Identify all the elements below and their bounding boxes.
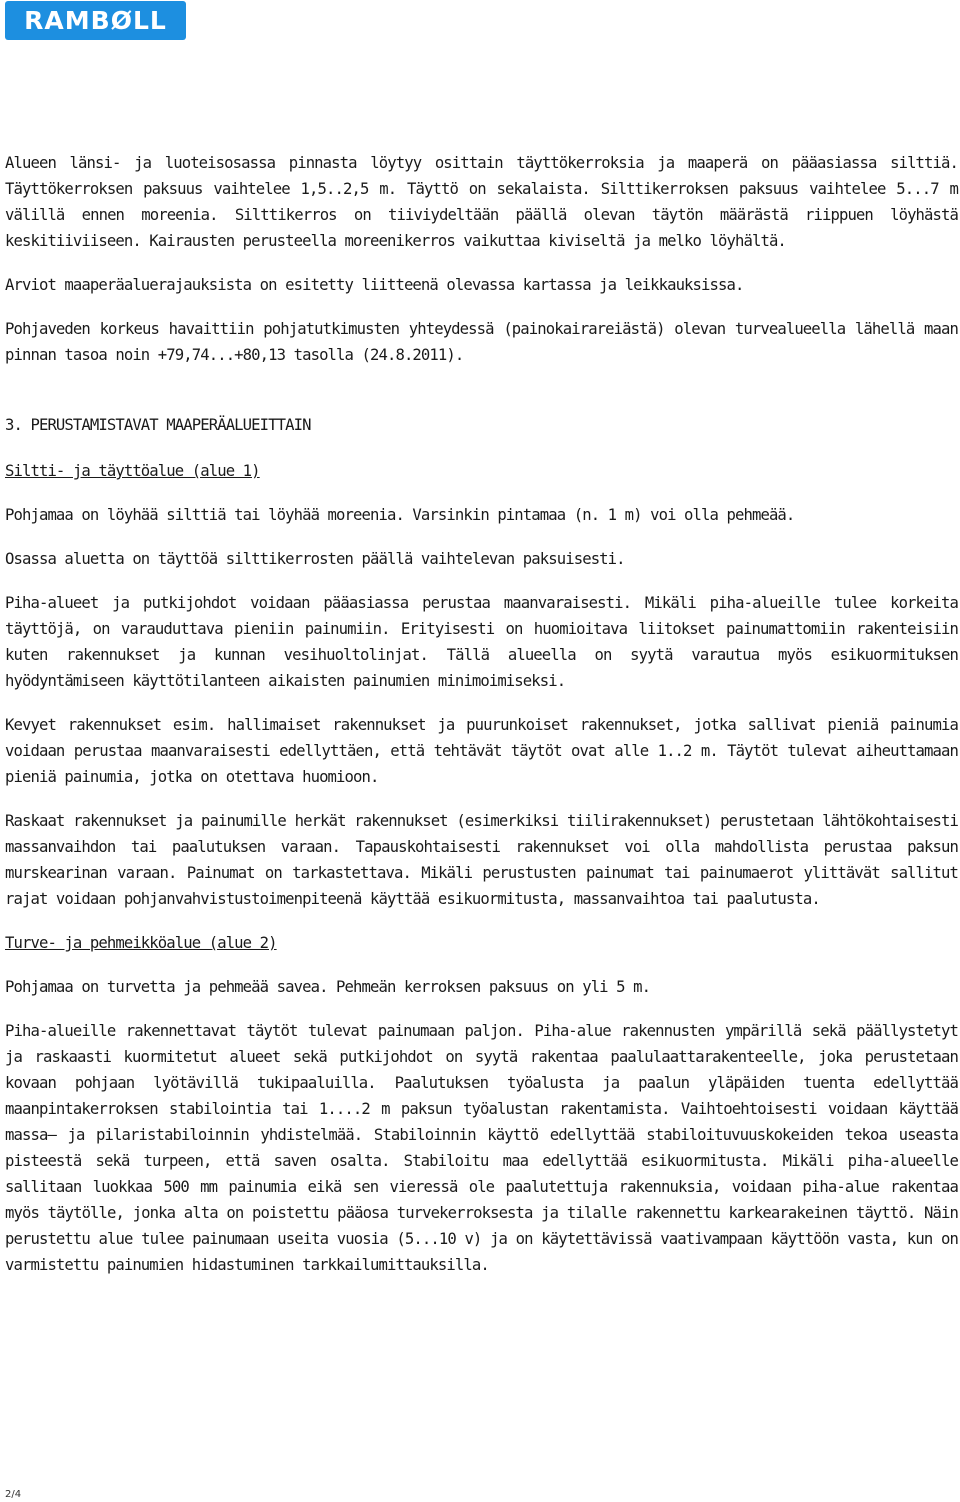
paragraph-groundwater: Pohjaveden korkeus havaittiin pohjatutkimusten yhteydessä (painokairareiästä) olevan turvealueella lähellä maan pinnan tasoa noin +79,74...+80,13 tasolla (24.8.2011). <box>5 320 958 364</box>
section-heading: 3. PERUSTAMISTAVAT MAAPERÄALUEITTAIN <box>5 416 311 434</box>
area1-paragraph: Osassa aluetta on täyttöä silttikerrosten päällä vaihtelevan paksuisesti. <box>5 550 625 568</box>
area1-paragraph: Kevyet rakennukset esim. hallimaiset rakennukset ja puurunkoiset rakennukset, jotka sallivat pieniä painumia voidaan perustaa maanvaraisesti edellyttäen, että tehtävät täytöt ovat alle 1..2 m. Täytöt tulevat aiheuttamaan pieniä painumia, jotka on otettava huomioon. <box>5 716 958 786</box>
paragraph-soil-west: Alueen länsi- ja luoteisosassa pinnasta löytyy osittain täyttökerroksia ja maaperä on pääasiassa silttiä. Täyttökerroksen paksuus vaihtelee 1,5..2,5 m. Täyttö on sekalaista. Silttikerroksen paksuus vaihtelee 5...7 m välillä ennen moreenia. Silttikerros on tiiviydeltään päällä olevan täytön määrästä riippuen löyhästä keskitiiviiseen. Kairausten perusteella moreenikerros vaikuttaa kiviseltä ja melko löyhältä. <box>5 154 958 250</box>
area1-paragraph: Raskaat rakennukset ja painumille herkät rakennukset (esimerkiksi tiilirakennukset) perustetaan lähtökohtaisesti massanvaihdon tai paalutuksen varaan. Tapauskohtaisesti rakennukset voi olla mahdollista perustaa paksun murskearinan varaan. Painumat on tarkastettava. Mikäli perustusten painumat tai painumaerot ylittävät sallitut rajat voidaan pohjanvahvistustoimenpiteenä käyttää esikuormitusta, massanvaihtoa tai paalutusta. <box>5 812 958 908</box>
area1-paragraph: Pohjamaa on löyhää silttiä tai löyhää moreenia. Varsinkin pintamaa (n. 1 m) voi olla pehmeää. <box>5 506 795 524</box>
paragraph-maps: Arviot maaperäaluerajauksista on esitetty liitteenä olevassa kartassa ja leikkauksissa. <box>5 276 744 294</box>
document-body <box>5 150 958 1278</box>
subheading-area-1: Siltti- ja täyttöalue (alue 1) <box>5 462 260 480</box>
ramboll-logo: RAMBØLL <box>5 1 186 40</box>
area1-paragraph: Piha-alueet ja putkijohdot voidaan pääasiassa perustaa maanvaraisesti. Mikäli piha-alueille tulee korkeita täyttöjä, on varauduttava pieniin painumiin. Erityisesti on huomioitava liitokset painumattomiin rakenteisiin kuten rakennukset ja kunnan vesihuoltolinjat. Tällä alueella on syytä varautua myös esikuormituksen hyödyntämiseen käyttötilanteen aikaisten painumien minimoimiseksi. <box>5 594 958 690</box>
area2-paragraph: Piha-alueille rakennettavat täytöt tulevat painumaan paljon. Piha-alue rakennusten ympärillä sekä päällystetyt ja raskaasti kuormitetut alueet sekä putkijohdot on syytä rakentaa paalulaattarakenteelle, joka perustetaan kovaan pohjaan lyötävillä tukipaaluilla. Paalutuksen työalusta ja paalun yläpäiden tuenta edellyttää maanpintakerroksen stabilointia tai 1....2 m paksun työalustan rakentamista. Vaihtoehtoisesti voidaan käyttää massa– ja pilaristabiloinnin yhdistelmää. Stabiloinnin käyttö edellyttää stabiloituvuuskokeiden tekoa useasta pisteestä sekä turpeen, että saven osalta. Stabiloitu maa edellyttää esikuormitusta. Mikäli piha-alueelle sallitaan luokkaa 500 mm painumia eikä sen vieressä ole paalutettuja rakennuksia, voidaan piha-alue rakentaa myös täytölle, jonka alta on poistettu pääosa turvekerroksesta ja tilalle rakennettu karkearakeinen täyttö. Näin perustettu alue tulee painumaan useita vuosia (5...10 v) ja on käytettävissä vaativampaan käyttöön vasta, kun on varmistettu painumien hidastuminen tarkkailumittauksilla. <box>5 1022 958 1274</box>
page-number: 2/4 <box>5 1489 22 1500</box>
subheading-area-2: Turve- ja pehmeikköalue (alue 2) <box>5 934 277 952</box>
area2-paragraph: Pohjamaa on turvetta ja pehmeää savea. Pehmeän kerroksen paksuus on yli 5 m. <box>5 978 651 996</box>
